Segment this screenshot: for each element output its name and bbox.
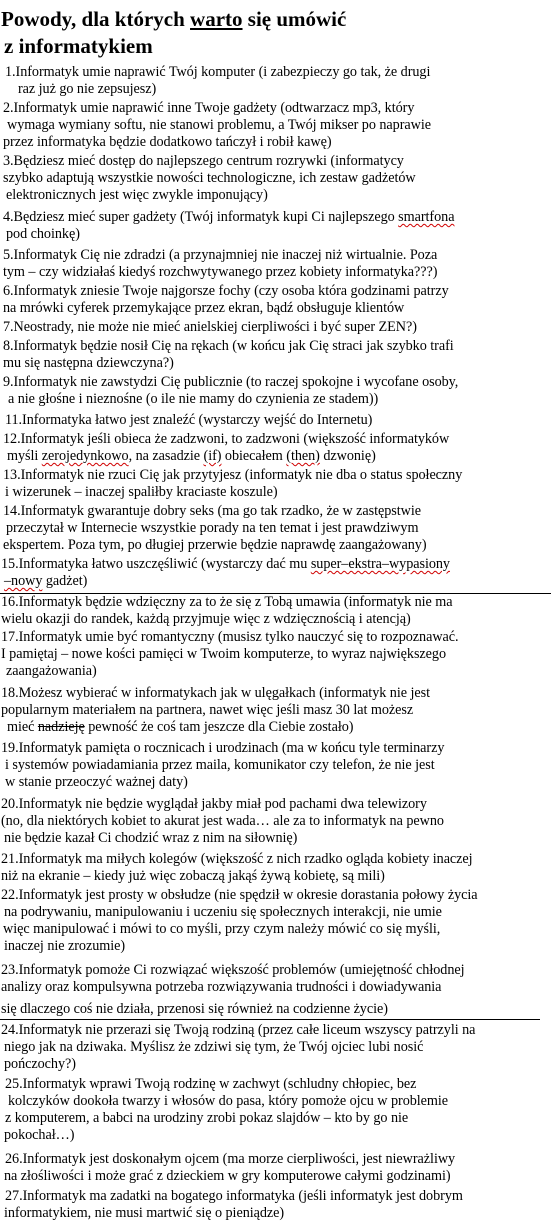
list-item-line: 21.Informatyk ma miłych kolegów (większość z nich rzadko ogląda kobiety inaczej <box>1 851 473 867</box>
list-item-line: niego jak na dziwaka. Myślisz że zdziwi się tym, że Twój ojciec lubi nosić <box>4 1039 424 1055</box>
list-item-line: na podrywaniu, manipulowaniu i uczeniu się społecznych interakcji, nie umie <box>4 904 442 920</box>
list-item-line: kolczyków dookoła twarzy i włosów do pasa, który pomoże ojcu w problemie <box>8 1093 449 1109</box>
list-item-line: 26.Informatyk jest doskonałym ojcem (ma morze cierpliwości, jest niewrażliwy <box>5 1151 456 1167</box>
list-item-line: z komputerem, a babci na urodziny zrobi pokaz slajdów – kto by go nie <box>5 1110 409 1126</box>
list-item-line: 20.Informatyk nie będzie wyglądał jakby miał pod pachami dwa telewizory <box>1 796 427 812</box>
list-item-line: 24.Informatyk nie przerazi się Twoją rodziną (przez całe liceum wszyscy patrzyli na <box>1 1022 476 1038</box>
horizontal-rule <box>0 593 551 594</box>
list-item-line: 11.Informatyka łatwo jest znaleźć (wystarczy wejść do Internetu) <box>5 412 373 428</box>
title-underlined-word: warto <box>190 7 243 31</box>
list-item-line: 22.Informatyk jest prosty w obsłudze (nie spędził w okresie dorastania połowy życia <box>1 887 478 903</box>
list-item-line: 23.Informatyk pomoże Ci rozwiązać większość problemów (umiejętność chłodnej <box>1 962 465 978</box>
title-line-2: z informatykiem <box>4 34 153 58</box>
list-item-line: 15.Informatyka łatwo uszczęśliwić (wystarczy dać mu super–ekstra–wypasiony <box>1 556 450 572</box>
list-item-line: 16.Informatyk będzie wdzięczny za to że się z Tobą umawia (informatyk nie ma <box>1 594 453 610</box>
list-item-line: 14.Informatyk gwarantuje dobry seks (ma go tak rzadko, że w zastępstwie <box>3 503 421 519</box>
list-item-line: pod choinkę) <box>6 226 80 242</box>
list-item-line: a nie głośne i nieznośne (o ile nie mamy do czynienia ze stadem)) <box>8 391 379 407</box>
title-part-2: się umówić <box>242 7 347 31</box>
list-item-line: informatykiem, nie musi martwić się o pieniądze) <box>4 1205 285 1221</box>
list-item-line: pończochy?) <box>4 1056 76 1072</box>
list-item-line: 9.Informatyk nie zawstydzi Cię publicznie (to raczej spokojne i wycofane osoby, <box>3 374 459 390</box>
list-item-line: 6.Informatyk zniesie Twoje najgorsze fochy (czy osoba która godzinami patrzy <box>3 283 449 299</box>
list-item-line: ekspertem. Poza tym, po długiej przerwie będzie naprawdę zaangażowany) <box>3 537 427 553</box>
list-item-line: w stanie przeoczyć ważnej daty) <box>5 774 188 790</box>
title-part-1: Powody, dla których <box>1 7 191 31</box>
document-title <box>1 7 346 31</box>
list-item-line: wymaga wymiany softu, nie stanowi problemu, a Twój mikser po naprawie <box>7 117 431 133</box>
list-item-line: 3.Będziesz mieć dostęp do najlepszego centrum rozrywki (informatycy <box>3 153 404 169</box>
list-item-line: tym – czy widziałaś kiedyś rozchwytywanego przez kobiety informatyka???) <box>3 264 438 280</box>
list-item-line: więc manipulować i mówi to co myśli, przy czym należy mówić co się myśli, <box>3 921 441 937</box>
list-item-line: mieć nadzieję pewność że coś tam jeszcze dla Ciebie zostało) <box>7 719 354 735</box>
list-item-line: mu się następna dziewczyna?) <box>3 355 174 371</box>
list-item-line: 2.Informatyk umie naprawić inne Twoje gadżety (odtwarzacz mp3, który <box>3 100 415 116</box>
list-item-line: niż na ekranie – kiedy już więc zobaczą jakąś żywą kobietę, są mili) <box>1 868 385 884</box>
list-item-line: pokochał…) <box>4 1127 75 1143</box>
list-item-line: inaczej nie zrozumie) <box>4 938 126 954</box>
document-title-line-2 <box>4 34 153 58</box>
list-item-line: elektronicznych jest więc zwykle imponujący) <box>6 187 268 203</box>
list-item-line: przeczytał w Internecie wszystkie porady na ten temat i jest prawdziwym <box>6 520 419 536</box>
list-item-line: zaangażowania) <box>6 663 97 679</box>
list-item-line: 8.Informatyk będzie nosił Cię na rękach (w końcu jak Cię straci jak szybko trafi <box>3 338 454 354</box>
list-item-line: i wizerunek – inaczej spaliłby kraciaste koszule) <box>5 484 278 500</box>
list-item-line: wielu okazji do randek, każdą przyjmuje więc z wdzięcznością i atencją) <box>1 611 411 627</box>
list-item-line: 13.Informatyk nie rzuci Cię jak przytyjesz (informatyk nie dba o status społeczny <box>3 467 463 483</box>
list-item-line: na mrówki cyferek przemykające przez ekran, bądź obsługuje klientów <box>3 300 405 316</box>
list-item-line: raz już go nie zepsujesz) <box>18 81 157 97</box>
list-item-line: 4.Będziesz mieć super gadżety (Twój informatyk kupi Ci najlepszego smartfona <box>3 209 455 225</box>
list-item-line: analizy oraz kompulsywna potrzeba rozwiązywania trudności i dowiadywania <box>1 979 442 995</box>
list-item-line: 25.Informatyk wprawi Twoją rodzinę w zachwyt (schludny chłopiec, bez <box>5 1076 417 1092</box>
list-item-line: 18.Możesz wybierać w informatykach jak w ulęgałkach (informatyk nie jest <box>1 685 430 701</box>
list-item-line: 27.Informatyk ma zadatki na bogatego informatyka (jeśli informatyk jest dobrym <box>5 1188 463 1204</box>
list-item-line: 1.Informatyk umie naprawić Twój komputer (i zabezpieczy go tak, że drugi <box>5 64 431 80</box>
list-item-line: 7.Neostrady, nie może nie mieć anielskiej cierpliwości i być super ZEN?) <box>3 319 417 335</box>
list-item-line: popularnym materiałem na partnera, nawet więc jeśli masz 30 lat możesz <box>1 702 414 718</box>
list-item-line: myśli zerojedynkowo, na zasadzie (if) obiecałem (then) dzwonię) <box>7 448 376 464</box>
list-item-line: przez informatyka będzie dodatkowo tańczył i robił kawę) <box>3 134 332 150</box>
list-item-line: 19.Informatyk pamięta o rocznicach i urodzinach (ma w końcu tyle terminarzy <box>1 740 445 756</box>
list-item-line: na złośliwości i może grać z dzieckiem w gry komputerowe całymi godzinami) <box>4 1168 451 1184</box>
list-item-line: 5.Informatyk Cię nie zdradzi (a przynajmniej nie inaczej niż wirtualnie. Poza <box>3 247 438 263</box>
list-item-line: I pamiętaj – nowe kości pamięci w Twoim komputerze, to wyraz największego <box>1 646 447 662</box>
list-item-line: nie będzie kazał Ci chodzić wraz z nim na siłownię) <box>4 830 298 846</box>
list-item-line: się dlaczego coś nie działa, przenosi się również na codzienne życie) <box>1 1001 388 1017</box>
list-item-line: i systemów powiadamiania przez maila, komunikator czy telefon, że nie jest <box>5 757 435 773</box>
list-item-line: (no, dla niektórych kobiet to akurat jest wada… ale za to informatyk na pewno <box>1 813 444 829</box>
list-item-line: 12.Informatyk jeśli obieca że zadzwoni, to zadzwoni (większość informatyków <box>3 431 450 447</box>
list-item-line: 17.Informatyk umie być romantyczny (musisz tylko nauczyć się to rozpoznawać. <box>1 629 459 645</box>
horizontal-rule <box>0 1019 540 1020</box>
list-item-line: –nowy gadżet) <box>4 573 88 589</box>
list-item-line: szybko adaptują wszystkie nowości technologiczne, ich zestaw gadżetów <box>3 170 416 186</box>
